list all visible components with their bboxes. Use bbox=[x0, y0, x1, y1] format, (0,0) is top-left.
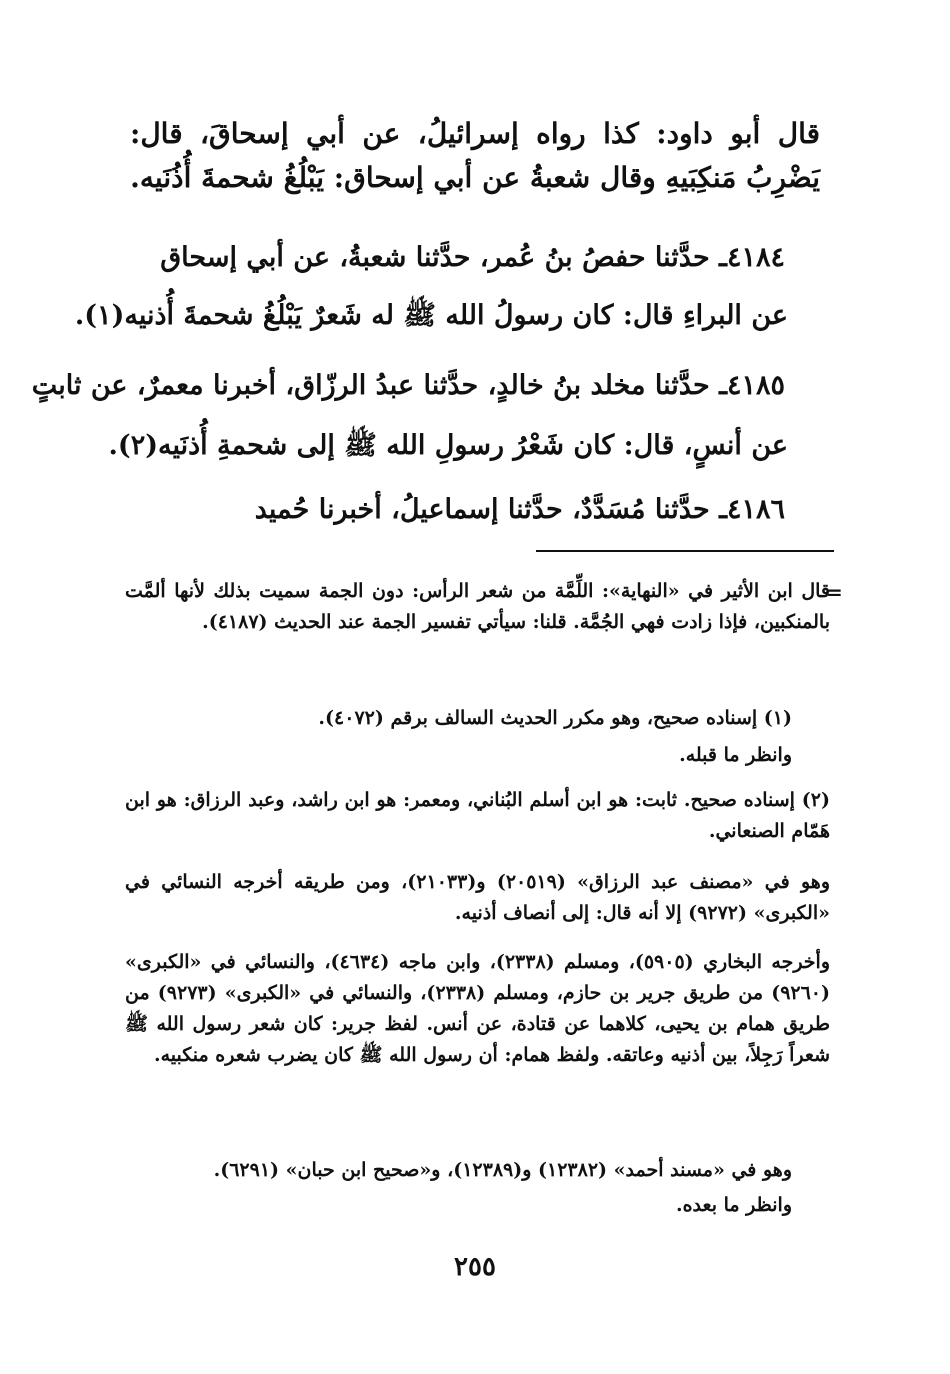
footnote-2-paragraph-1: (٢) إسناده صحيح. ثابت: هو ابن أسلم البُناني، ومعمر: هو ابن راشد، وعبد الرزاق: هو ابن هَمّام الصنعاني. bbox=[125, 789, 830, 842]
hadith-4186-line-1: ٤١٨٦ـ حدَّثنا مُسَدَّدٌ، حدَّثنا إسماعيلُ، أخبرنا حُميد bbox=[254, 494, 785, 525]
footnote-1-line-2: وانظر ما قبله. bbox=[679, 744, 792, 766]
hadith-4185-line-1: ٤١٨٥ـ حدَّثنا مخلد بنُ خالدٍ، حدَّثنا عبدُ الرزّاق، أخبرنا معمرٌ، عن ثابتٍ bbox=[31, 370, 785, 401]
footnote-2-paragraph-4-line-1: وهو في «مسند أحمد» (١٢٣٨٢) و(١٢٣٨٩)، و«صحيح ابن حبان» (٦٢٩١). bbox=[213, 1159, 792, 1181]
intro-paragraph: قال أبو داود: كذا رواه إسرائيلُ، عن أبي إسحاقَ، قال: يَضْرِبُ مَنكِبَيهِ وقال شعبةُ عن أبي إسحاق: يَبْلُغُ شحمةَ أُذُنَيه. bbox=[130, 117, 820, 194]
hadith-4184-line-2: عن البراءِ قال: كان رسولُ الله ﷺ له شَعرٌ يَبْلُغُ شحمةَ أُذنيه(١). bbox=[74, 300, 788, 331]
footnote-2-paragraph-3: وأخرجه البخاري (٥٩٠٥)، ومسلم (٢٣٣٨)، وابن ماجه (٤٦٣٤)، والنسائي في «الكبرى» (٩٢٦٠) من طريق جرير بن حازم، ومسلم (٢٣٣٨)، والنسائي في «الكبرى» (٩٢٧٣) من طريق همام بن يحيى، كلاهما عن قتادة، عن أنس. لفظ جرير: كان شعر رسول الله ﷺ شعراً رَجِلاً، بين أذنيه وعاتقه. ولفظ همام: أن رسول الله ﷺ كان يضرب شعره منكبيه. bbox=[125, 951, 831, 1066]
hadith-4185-line-2: عن أنسٍ، قال: كان شَعْرُ رسولِ الله ﷺ إلى شحمةِ أُذنَيه(٢). bbox=[108, 430, 788, 461]
footnote-separator bbox=[536, 550, 834, 552]
page-number: ٢٥٥ bbox=[454, 1252, 496, 1282]
footnote-continuation: قال ابن الأثير في «النهاية»: اللِّمَّة من شعر الرأس: دون الجمة سميت بذلك لأنها ألمَّت بالمنكبين، فإذا زادت فهي الجُمَّة. قلنا: سيأتي تفسير الجمة عند الحديث (٤١٨٧). bbox=[125, 580, 830, 633]
footnote-2-paragraph-4-line-2: وانظر ما بعده. bbox=[675, 1194, 792, 1216]
footnote-1-line-1: (١) إسناده صحيح، وهو مكرر الحديث السالف برقم (٤٠٧٢). bbox=[318, 707, 792, 729]
footnote-continuation-marker: = bbox=[826, 580, 843, 604]
hadith-4184-line-1: ٤١٨٤ـ حدَّثنا حفصُ بنُ عُمر، حدَّثنا شعبةُ، عن أبي إسحاق bbox=[160, 242, 785, 273]
footnote-2-paragraph-2: وهو في «مصنف عبد الرزاق» (٢٠٥١٩) و(٢١٠٣٣)، ومن طريقه أخرجه النسائي في «الكبرى» (٩٢٧٢) إلا أنه قال: إلى أنصاف أذنيه. bbox=[125, 871, 830, 924]
